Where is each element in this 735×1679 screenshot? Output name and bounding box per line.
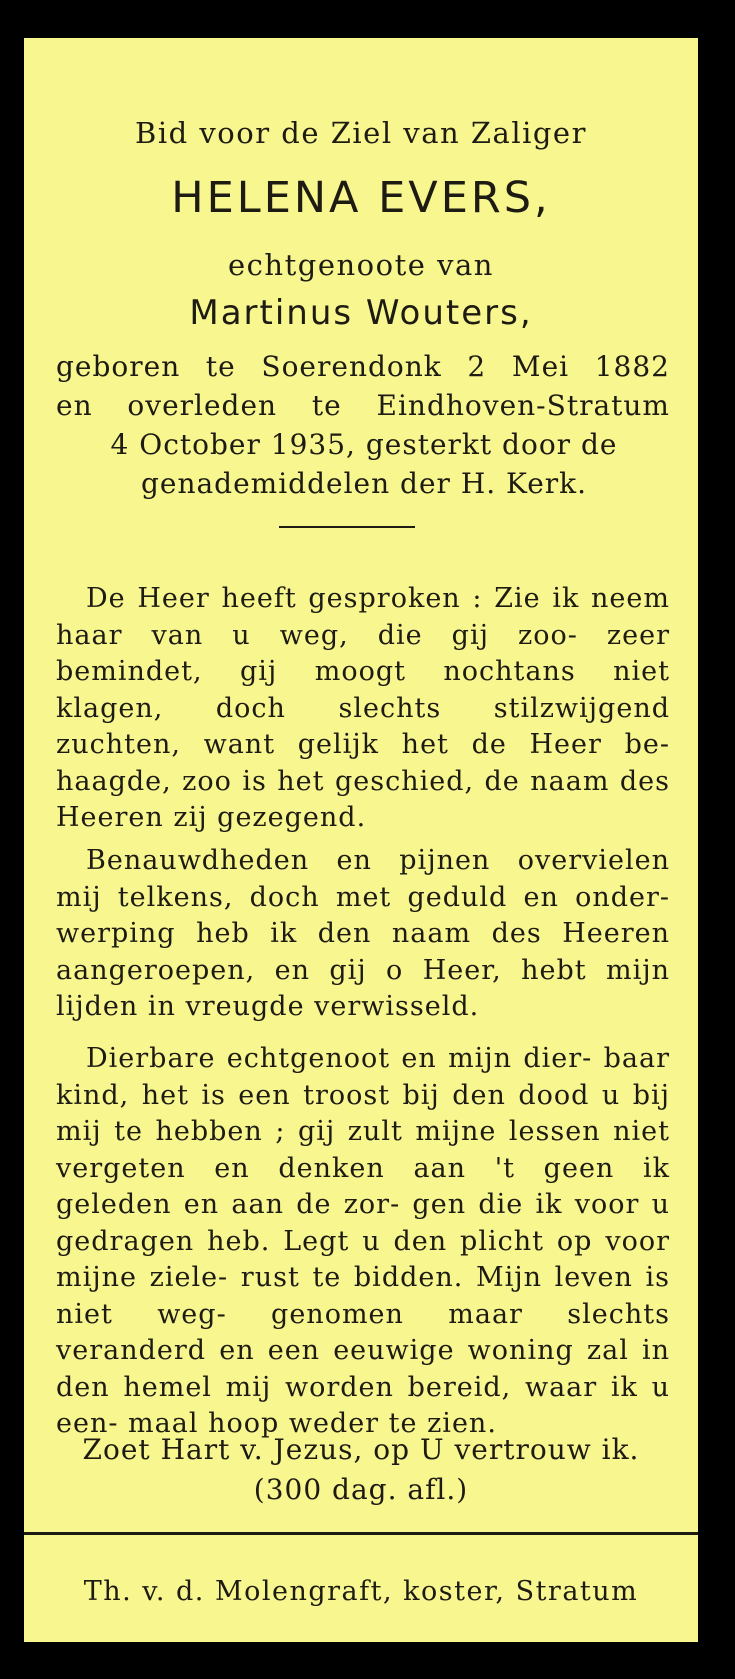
prayer-line: Zoet Hart v. Jezus, op U vertrouw ik. bbox=[82, 1433, 640, 1466]
deceased-name: HELENA EVERS, bbox=[171, 173, 551, 223]
birth-line-3: 4 October 1935, gesterkt door de bbox=[110, 428, 618, 461]
printer-credit: Th. v. d. Molengraft, koster, Stratum bbox=[83, 1576, 639, 1607]
footer-divider bbox=[24, 1532, 698, 1535]
paragraph-1: De Heer heeft gesproken : Zie ik neem haar van u weg, die gij zoo- zeer bemindet, gij moogt nochtans niet klagen, doch slechts stilzwijgend zuchten, want gelijk het de Heer be- haagde, zoo is het geschied, de naam des Heeren zij gezegend. bbox=[56, 583, 670, 833]
husband-name: Martinus Wouters, bbox=[189, 293, 533, 333]
memorial-card bbox=[24, 38, 698, 1642]
paragraph-3: Dierbare echtgenoot en mijn dier- baar kind, het is een troost bij den dood u bij mij te hebben ; gij zult mijne lessen niet vergeten en denken aan 't geen ik geleden en aan de zor- gen die ik voor u gedragen heb. Legt u den plicht op voor mijne ziele- rust te bidden. Mijn leven is niet weg- genomen maar slechts veranderd en een eeuwige woning zal in den hemel mij worden bereid, waar ik u een- maal hoop weder te zien. bbox=[56, 1043, 670, 1439]
birth-line-2: en overleden te Eindhoven-Stratum bbox=[56, 389, 670, 422]
paragraph-2: Benauwdheden en pijnen overvielen mij telkens, doch met geduld en onder- werping heb ik den naam des Heeren aangeroepen, en gij o Heer, hebt mijn lijden in vreugde verwisseld. bbox=[56, 845, 670, 1022]
prayer-heading: Bid voor de Ziel van Zaliger bbox=[135, 116, 587, 150]
divider bbox=[279, 526, 415, 528]
birth-line-4: genademiddelen der H. Kerk. bbox=[140, 467, 588, 500]
relation-label: echtgenoote van bbox=[228, 248, 494, 282]
birth-line-1: geboren te Soerendonk 2 Mei 1882 bbox=[56, 350, 670, 383]
indulgence-line: (300 dag. afl.) bbox=[253, 1473, 469, 1506]
